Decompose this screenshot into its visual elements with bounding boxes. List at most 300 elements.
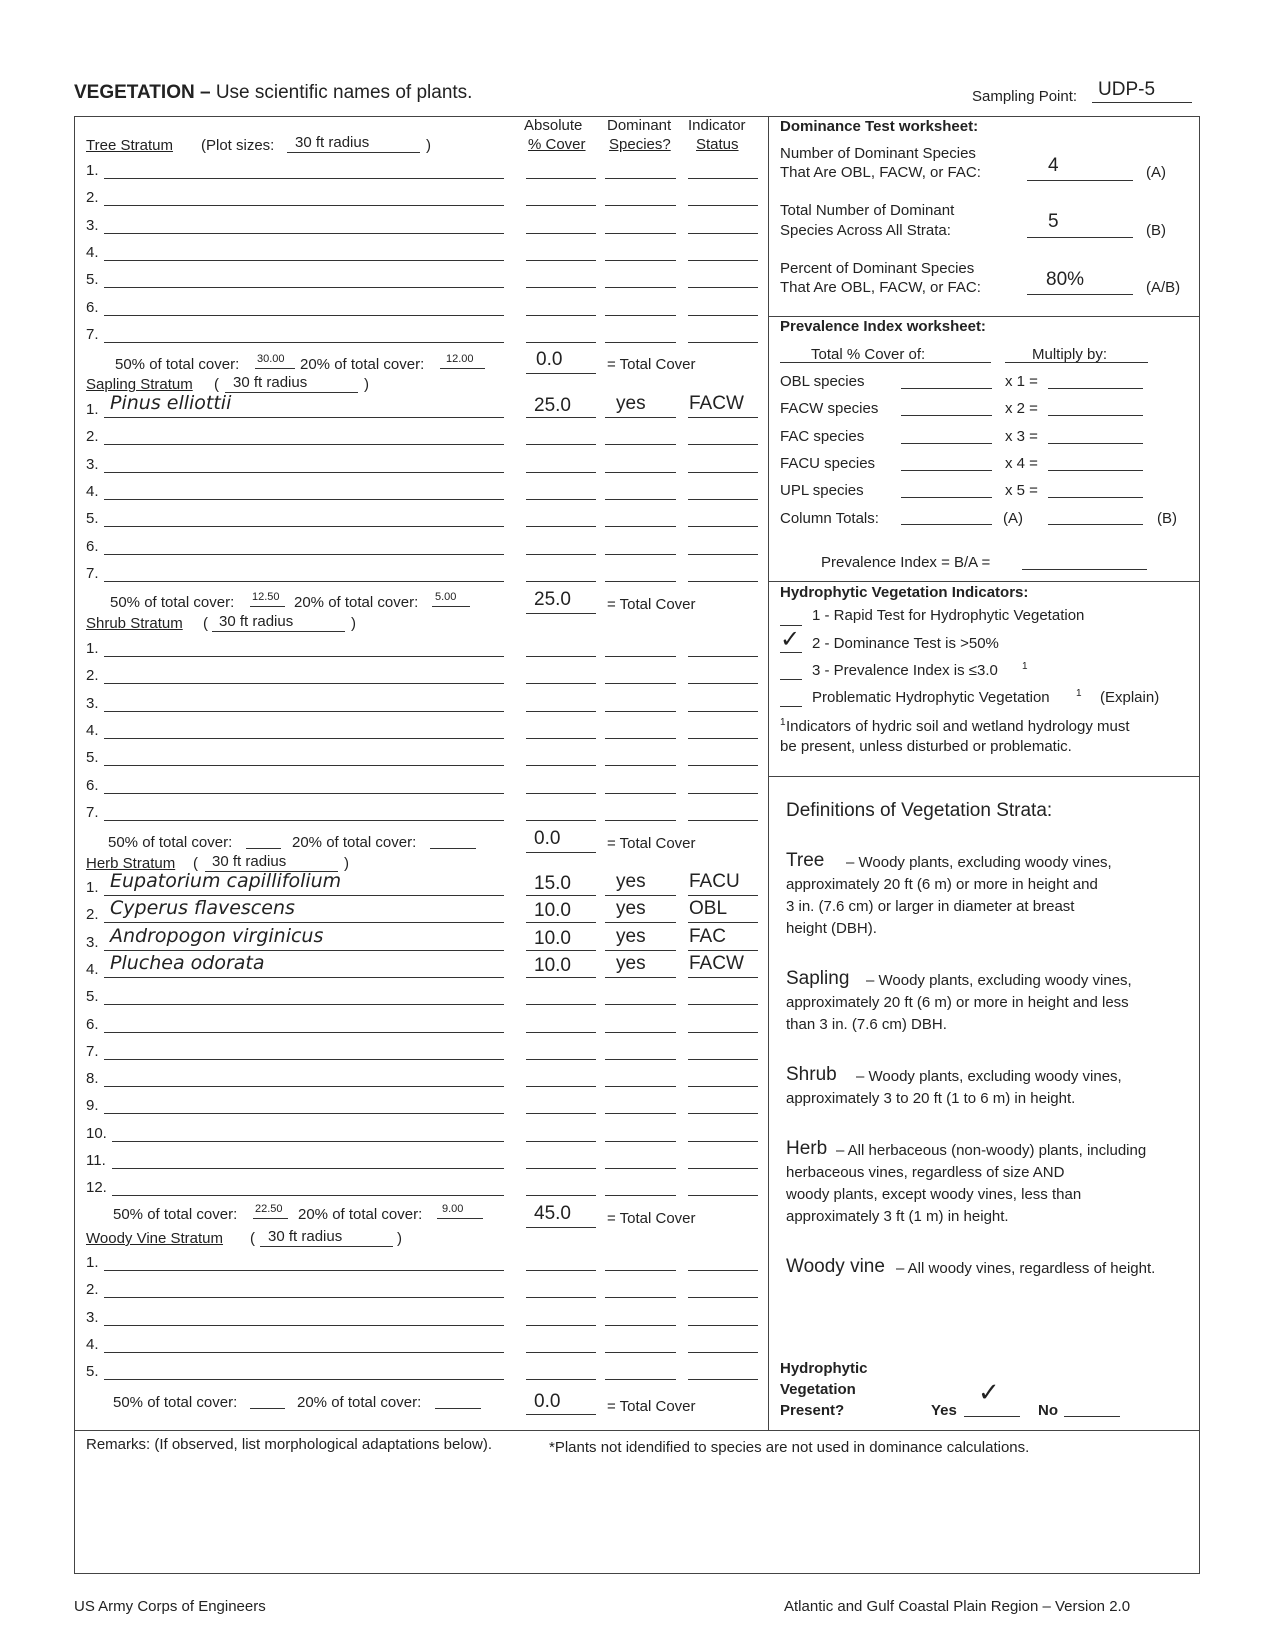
- hydro-item-4: Problematic Hydrophytic Vegetation: [812, 689, 1050, 706]
- tree-status-line[interactable]: [688, 178, 758, 179]
- page-title-bold: VEGETATION –: [74, 82, 211, 103]
- hydro-item-3-blank[interactable]: [780, 679, 802, 680]
- herb-cover-value[interactable]: 10.0: [534, 900, 571, 921]
- vine-dominant-line[interactable]: [605, 1297, 676, 1298]
- prevalence-total-line[interactable]: [901, 388, 992, 389]
- tree-dominant-line[interactable]: [605, 260, 676, 261]
- herb-row-number: 7.: [86, 1043, 99, 1060]
- tree-status-line[interactable]: [688, 260, 758, 261]
- herb-species-line[interactable]: [104, 1004, 504, 1005]
- vine-close-paren: ): [397, 1230, 402, 1247]
- herb-dominant-line[interactable]: [605, 1195, 676, 1196]
- vine-species-line[interactable]: [104, 1379, 504, 1380]
- sapling-row-number: 4.: [86, 483, 99, 500]
- present-no-line[interactable]: [1064, 1416, 1120, 1417]
- tree-cover-line[interactable]: [526, 178, 596, 179]
- sapling-dominant-line[interactable]: [605, 526, 676, 527]
- tree-plot-value[interactable]: 30 ft radius: [295, 134, 370, 151]
- tree-row-number: 2.: [86, 189, 99, 206]
- shrub-species-line[interactable]: [104, 820, 504, 821]
- herb-cover-line[interactable]: [526, 1168, 596, 1169]
- sapling-species-line[interactable]: [104, 417, 504, 418]
- divider-definitions: [768, 776, 1199, 777]
- prevalence-product-line[interactable]: [1048, 443, 1143, 444]
- shrub-fifty-line: [246, 848, 281, 849]
- dominance-b-value[interactable]: 5: [1048, 211, 1059, 232]
- herb-species-line[interactable]: [104, 1086, 504, 1087]
- herb-fifty-line: [253, 1218, 288, 1219]
- vine-row-number: 4.: [86, 1336, 99, 1353]
- shrub-status-line[interactable]: [688, 683, 758, 684]
- herb-dominant-line[interactable]: [605, 895, 676, 896]
- herb-cover-value[interactable]: 10.0: [534, 928, 571, 949]
- shrub-cover-line[interactable]: [526, 820, 596, 821]
- tree-row-number: 6.: [86, 299, 99, 316]
- herb-cover-line[interactable]: [526, 977, 596, 978]
- vine-status-line[interactable]: [688, 1297, 758, 1298]
- herb-status-value[interactable]: FACW: [689, 953, 744, 974]
- tree-status-line[interactable]: [688, 287, 758, 288]
- sapling-species-name[interactable]: Pinus elliottii: [110, 392, 232, 414]
- herb-species-line[interactable]: [104, 922, 504, 923]
- sapling-cover-line[interactable]: [526, 417, 596, 418]
- sapling-status-line[interactable]: [688, 499, 758, 500]
- sapling-cover-line[interactable]: [526, 554, 596, 555]
- herb-cover-line[interactable]: [526, 1141, 596, 1142]
- sapling-dominant-line[interactable]: [605, 581, 676, 582]
- tree-twenty-line: [440, 368, 485, 369]
- herb-total-value[interactable]: 45.0: [534, 1203, 571, 1224]
- herb-status-line[interactable]: [688, 977, 758, 978]
- present-line3: Present?: [780, 1402, 845, 1419]
- sampling-point-label: Sampling Point:: [972, 88, 1078, 105]
- tree-species-line[interactable]: [104, 342, 504, 343]
- tree-dominant-line[interactable]: [605, 233, 676, 234]
- herb-status-value[interactable]: FACU: [689, 871, 740, 892]
- herb-dominant-line[interactable]: [605, 1004, 676, 1005]
- column-totals-b-tag: (B): [1157, 510, 1177, 527]
- dominance-a-line: [1027, 180, 1133, 181]
- prevalence-row-label: FAC species: [780, 428, 865, 445]
- prevalence-row-label: OBL species: [780, 373, 865, 390]
- sampling-point-line: [1092, 102, 1192, 103]
- herb-row-number: 8.: [86, 1070, 99, 1087]
- herb-open-paren: (: [193, 855, 198, 872]
- sapling-cover-line[interactable]: [526, 526, 596, 527]
- def-tree-head: Tree: [786, 850, 825, 871]
- herb-status-line[interactable]: [688, 1086, 758, 1087]
- shrub-species-line[interactable]: [104, 711, 504, 712]
- sapling-dominant-line[interactable]: [605, 554, 676, 555]
- tree-row-number: 5.: [86, 271, 99, 288]
- shrub-total-value[interactable]: 0.0: [534, 828, 561, 849]
- prevalence-product-line[interactable]: [1048, 388, 1143, 389]
- vine-cover-line[interactable]: [526, 1379, 596, 1380]
- sapling-species-line[interactable]: [104, 526, 504, 527]
- def-herb-line-1: herbaceous vines, regardless of size AND: [786, 1164, 1065, 1181]
- vine-dominant-line[interactable]: [605, 1270, 676, 1271]
- sapling-dominant-line[interactable]: [605, 444, 676, 445]
- herb-dominant-line[interactable]: [605, 1113, 676, 1114]
- herb-fifty-value[interactable]: 22.50: [255, 1203, 283, 1215]
- sapling-row-number: 3.: [86, 456, 99, 473]
- sapling-species-line[interactable]: [104, 472, 504, 473]
- tree-species-line[interactable]: [104, 315, 504, 316]
- vine-species-line[interactable]: [104, 1270, 504, 1271]
- tree-fifty-value[interactable]: 30.00: [257, 353, 285, 365]
- herb-cover-line[interactable]: [526, 1032, 596, 1033]
- shrub-stratum-label: Shrub Stratum: [86, 615, 183, 632]
- tree-twenty-label: 20% of total cover:: [300, 356, 425, 373]
- shrub-dominant-line[interactable]: [605, 738, 676, 739]
- shrub-cover-line[interactable]: [526, 683, 596, 684]
- sapling-dominant-value[interactable]: yes: [616, 393, 646, 414]
- sapling-dominant-line[interactable]: [605, 472, 676, 473]
- tree-cover-line[interactable]: [526, 287, 596, 288]
- tree-cover-line[interactable]: [526, 315, 596, 316]
- tree-close-paren: ): [426, 137, 431, 154]
- shrub-cover-line[interactable]: [526, 738, 596, 739]
- divider-prevalence: [768, 316, 1199, 317]
- column-totals-a-tag: (A): [1003, 510, 1023, 527]
- prevalence-title: Prevalence Index worksheet:: [780, 318, 986, 335]
- sapling-status-line[interactable]: [688, 554, 758, 555]
- sapling-twenty-value[interactable]: 5.00: [435, 591, 457, 603]
- vine-total-line: [526, 1414, 596, 1415]
- tree-dominant-line[interactable]: [605, 178, 676, 179]
- shrub-open-paren: (: [203, 615, 208, 632]
- sapling-status-line[interactable]: [688, 526, 758, 527]
- sapling-status-value[interactable]: FACW: [689, 393, 744, 414]
- present-line2: Vegetation: [780, 1381, 856, 1398]
- vine-status-line[interactable]: [688, 1270, 758, 1271]
- dominance-b-tag: (B): [1146, 222, 1166, 239]
- tree-total-value[interactable]: 0.0: [536, 349, 563, 370]
- shrub-species-line[interactable]: [104, 738, 504, 739]
- herb-species-name[interactable]: Andropogon virginicus: [110, 925, 324, 947]
- shrub-status-line[interactable]: [688, 793, 758, 794]
- vine-plot-value[interactable]: 30 ft radius: [268, 1228, 343, 1245]
- remarks-note: *Plants not idendified to species are not used in dominance calculations.: [549, 1439, 1030, 1456]
- herb-fifty-label: 50% of total cover:: [113, 1206, 238, 1223]
- herb-row-number: 1.: [86, 879, 99, 896]
- tree-species-line[interactable]: [104, 287, 504, 288]
- herb-twenty-label: 20% of total cover:: [298, 1206, 423, 1223]
- footer-right: Atlantic and Gulf Coastal Plain Region – Version 2.0: [784, 1598, 1131, 1615]
- prevalence-head-total-line: [780, 362, 991, 363]
- vine-status-line[interactable]: [688, 1379, 758, 1380]
- sapling-row-number: 2.: [86, 428, 99, 445]
- tree-species-line[interactable]: [104, 260, 504, 261]
- vine-cover-line[interactable]: [526, 1297, 596, 1298]
- vine-status-line[interactable]: [688, 1352, 758, 1353]
- tree-cover-line[interactable]: [526, 233, 596, 234]
- herb-status-value[interactable]: OBL: [689, 898, 728, 919]
- sapling-species-line[interactable]: [104, 554, 504, 555]
- shrub-species-line[interactable]: [104, 793, 504, 794]
- vine-species-line[interactable]: [104, 1297, 504, 1298]
- sapling-cover-line[interactable]: [526, 499, 596, 500]
- herb-status-line[interactable]: [688, 1004, 758, 1005]
- sapling-row-number: 1.: [86, 401, 99, 418]
- herb-row-number: 10.: [86, 1125, 107, 1142]
- def-sapling-line-1: approximately 20 ft (6 m) or more in height and less: [786, 994, 1129, 1011]
- shrub-dominant-line[interactable]: [605, 793, 676, 794]
- sapling-species-line[interactable]: [104, 499, 504, 500]
- shrub-status-line[interactable]: [688, 820, 758, 821]
- tree-dominant-line[interactable]: [605, 342, 676, 343]
- remarks-label: Remarks: (If observed, list morphological adaptations below).: [86, 1436, 493, 1453]
- herb-status-line[interactable]: [688, 1059, 758, 1060]
- herb-dominant-line[interactable]: [605, 1168, 676, 1169]
- shrub-species-line[interactable]: [104, 765, 504, 766]
- dominance-b-line1: Total Number of Dominant: [780, 202, 955, 219]
- herb-cover-line[interactable]: [526, 1195, 596, 1196]
- herb-dominant-line[interactable]: [605, 950, 676, 951]
- herb-species-line[interactable]: [104, 1032, 504, 1033]
- vine-plot-line: [260, 1246, 393, 1247]
- vine-fifty-line: [250, 1408, 285, 1409]
- shrub-dominant-line[interactable]: [605, 656, 676, 657]
- tree-cover-line[interactable]: [526, 205, 596, 206]
- prevalence-row-label: FACU species: [780, 455, 876, 472]
- prevalence-total-line[interactable]: [901, 415, 992, 416]
- present-yes-line[interactable]: [964, 1416, 1020, 1417]
- sapling-species-line[interactable]: [104, 444, 504, 445]
- shrub-status-line[interactable]: [688, 711, 758, 712]
- herb-stratum-label: Herb Stratum: [86, 855, 176, 872]
- vine-twenty-line: [435, 1408, 481, 1409]
- vine-dominant-line[interactable]: [605, 1325, 676, 1326]
- prevalence-index-line[interactable]: [1022, 569, 1147, 570]
- herb-dominant-value[interactable]: yes: [616, 871, 646, 892]
- def-sapling-line-0: – Woody plants, excluding woody vines,: [866, 972, 1132, 989]
- herb-cover-line[interactable]: [526, 1059, 596, 1060]
- herb-dominant-line[interactable]: [605, 977, 676, 978]
- column-totals-a-line[interactable]: [901, 524, 992, 525]
- shrub-row-number: 3.: [86, 695, 99, 712]
- sapling-cover-line[interactable]: [526, 444, 596, 445]
- tree-status-line[interactable]: [688, 342, 758, 343]
- tree-status-line[interactable]: [688, 205, 758, 206]
- tree-status-line[interactable]: [688, 233, 758, 234]
- sapling-status-line[interactable]: [688, 444, 758, 445]
- tree-cover-line[interactable]: [526, 260, 596, 261]
- prevalence-multiplier: x 5 =: [1005, 482, 1038, 499]
- dominance-c-line1: Percent of Dominant Species: [780, 260, 975, 277]
- tree-dominant-line[interactable]: [605, 205, 676, 206]
- herb-status-line[interactable]: [688, 922, 758, 923]
- tree-status-line[interactable]: [688, 315, 758, 316]
- herb-species-line[interactable]: [104, 950, 504, 951]
- vine-status-line[interactable]: [688, 1325, 758, 1326]
- herb-species-line[interactable]: [104, 977, 504, 978]
- tree-dominant-line[interactable]: [605, 315, 676, 316]
- dominance-a-value[interactable]: 4: [1048, 155, 1059, 176]
- sapling-fifty-label: 50% of total cover:: [110, 594, 235, 611]
- shrub-cover-line[interactable]: [526, 793, 596, 794]
- herb-row-number: 9.: [86, 1097, 99, 1114]
- def-shrub-line-0: – Woody plants, excluding woody vines,: [856, 1068, 1122, 1085]
- herb-cover-line[interactable]: [526, 1086, 596, 1087]
- herb-dominant-value[interactable]: yes: [616, 926, 646, 947]
- hydro-item-2-checkmark-icon[interactable]: ✓: [780, 626, 801, 653]
- hydro-item-4-blank[interactable]: [780, 706, 802, 707]
- dominance-c-value[interactable]: 80%: [1046, 269, 1085, 290]
- herb-cover-line[interactable]: [526, 950, 596, 951]
- herb-species-name[interactable]: Cyperus flavescens: [110, 897, 295, 919]
- sapling-status-line[interactable]: [688, 581, 758, 582]
- herb-cover-value[interactable]: 10.0: [534, 955, 571, 976]
- shrub-status-line[interactable]: [688, 656, 758, 657]
- hydro-note-line2: be present, unless disturbed or problematic.: [780, 738, 1072, 755]
- shrub-row-number: 5.: [86, 749, 99, 766]
- herb-species-line[interactable]: [112, 1141, 504, 1142]
- herb-status-line[interactable]: [688, 1141, 758, 1142]
- herb-status-line[interactable]: [688, 1113, 758, 1114]
- herb-species-line[interactable]: [112, 1168, 504, 1169]
- def-vine-head: Woody vine: [786, 1256, 885, 1277]
- herb-cover-line[interactable]: [526, 922, 596, 923]
- sapling-status-line[interactable]: [688, 417, 758, 418]
- herb-dominant-line[interactable]: [605, 1086, 676, 1087]
- prevalence-head-total: Total % Cover of:: [811, 346, 926, 363]
- sapling-cover-value[interactable]: 25.0: [534, 395, 571, 416]
- herb-species-line[interactable]: [112, 1195, 504, 1196]
- vine-dominant-line[interactable]: [605, 1352, 676, 1353]
- shrub-cover-line[interactable]: [526, 765, 596, 766]
- vine-total-value[interactable]: 0.0: [534, 1391, 561, 1412]
- shrub-cover-line[interactable]: [526, 711, 596, 712]
- hydro-note-line1: Indicators of hydric soil and wetland hydrology must: [786, 718, 1130, 735]
- sapling-fifty-value[interactable]: 12.50: [252, 591, 280, 603]
- hydro-explain: (Explain): [1100, 689, 1160, 706]
- prevalence-multiplier: x 2 =: [1005, 400, 1038, 417]
- tree-species-line[interactable]: [104, 205, 504, 206]
- shrub-dominant-line[interactable]: [605, 683, 676, 684]
- dominance-b-line2: Species Across All Strata:: [780, 222, 951, 239]
- hydro-item-3-sup: 1: [1022, 661, 1028, 672]
- tree-species-line[interactable]: [104, 178, 504, 179]
- vine-cover-line[interactable]: [526, 1270, 596, 1271]
- sapling-dominant-line[interactable]: [605, 417, 676, 418]
- herb-dominant-line[interactable]: [605, 922, 676, 923]
- herb-row-number: 4.: [86, 961, 99, 978]
- herb-status-value[interactable]: FAC: [689, 926, 726, 947]
- vine-dominant-line[interactable]: [605, 1379, 676, 1380]
- hydro-item-2: 2 - Dominance Test is >50%: [812, 635, 999, 652]
- sapling-twenty-label: 20% of total cover:: [294, 594, 419, 611]
- herb-dominant-line[interactable]: [605, 1059, 676, 1060]
- herb-status-line[interactable]: [688, 895, 758, 896]
- def-herb-line-0: – All herbaceous (non-woody) plants, including: [836, 1142, 1147, 1159]
- vine-cover-line[interactable]: [526, 1352, 596, 1353]
- shrub-dominant-line[interactable]: [605, 820, 676, 821]
- sapling-species-line[interactable]: [104, 581, 504, 582]
- tree-fifty-label: 50% of total cover:: [115, 356, 240, 373]
- herb-species-line[interactable]: [104, 895, 504, 896]
- herb-cover-value[interactable]: 15.0: [534, 873, 571, 894]
- herb-status-line[interactable]: [688, 950, 758, 951]
- sapling-dominant-line[interactable]: [605, 499, 676, 500]
- prevalence-product-line[interactable]: [1048, 470, 1143, 471]
- herb-cover-line[interactable]: [526, 895, 596, 896]
- herb-twenty-value[interactable]: 9.00: [442, 1203, 464, 1215]
- herb-row-number: 12.: [86, 1179, 107, 1196]
- tree-cover-line[interactable]: [526, 342, 596, 343]
- present-yes-checkmark-icon[interactable]: ✓: [978, 1377, 1000, 1407]
- herb-plot-value[interactable]: 30 ft radius: [212, 853, 287, 870]
- shrub-dominant-line[interactable]: [605, 765, 676, 766]
- prevalence-product-line[interactable]: [1048, 497, 1143, 498]
- shrub-row-number: 7.: [86, 804, 99, 821]
- prevalence-total-line[interactable]: [901, 497, 992, 498]
- shrub-total-label: = Total Cover: [607, 835, 696, 852]
- sapling-total-line: [526, 613, 596, 614]
- shrub-total-line: [526, 852, 596, 853]
- divider-remarks: [74, 1430, 1199, 1431]
- column-totals-b-line[interactable]: [1048, 524, 1143, 525]
- shrub-cover-line[interactable]: [526, 656, 596, 657]
- herb-species-name[interactable]: Eupatorium capillifolium: [110, 870, 342, 892]
- herb-cover-line[interactable]: [526, 1004, 596, 1005]
- dominance-a-line2: That Are OBL, FACW, or FAC:: [780, 164, 981, 181]
- sapling-cover-line[interactable]: [526, 472, 596, 473]
- prevalence-total-line[interactable]: [901, 443, 992, 444]
- shrub-plot-value[interactable]: 30 ft radius: [219, 613, 294, 630]
- sapling-cover-line[interactable]: [526, 581, 596, 582]
- def-tree-line-0: – Woody plants, excluding woody vines,: [846, 854, 1112, 871]
- herb-status-line[interactable]: [688, 1195, 758, 1196]
- herb-species-line[interactable]: [104, 1059, 504, 1060]
- herb-dominant-value[interactable]: yes: [616, 953, 646, 974]
- column-divider: [768, 116, 769, 1430]
- herb-dominant-line[interactable]: [605, 1141, 676, 1142]
- herb-cover-line[interactable]: [526, 1113, 596, 1114]
- shrub-dominant-line[interactable]: [605, 711, 676, 712]
- shrub-status-line[interactable]: [688, 765, 758, 766]
- shrub-species-line[interactable]: [104, 683, 504, 684]
- sapling-status-line[interactable]: [688, 472, 758, 473]
- herb-status-line[interactable]: [688, 1032, 758, 1033]
- herb-dominant-line[interactable]: [605, 1032, 676, 1033]
- prevalence-product-line[interactable]: [1048, 415, 1143, 416]
- shrub-species-line[interactable]: [104, 656, 504, 657]
- vine-species-line[interactable]: [104, 1352, 504, 1353]
- hydro-note-sup: 1: [780, 717, 786, 728]
- dominance-c-line2: That Are OBL, FACW, or FAC:: [780, 279, 981, 296]
- sampling-point-value[interactable]: UDP-5: [1098, 79, 1156, 100]
- herb-dominant-value[interactable]: yes: [616, 898, 646, 919]
- herb-species-line[interactable]: [104, 1113, 504, 1114]
- col-absolute-1: Absolute: [524, 117, 583, 134]
- herb-species-name[interactable]: Pluchea odorata: [110, 952, 265, 974]
- def-herb-line-2: woody plants, except woody vines, less than: [786, 1186, 1082, 1203]
- vine-species-line[interactable]: [104, 1325, 504, 1326]
- vine-cover-line[interactable]: [526, 1325, 596, 1326]
- col-absolute-2: % Cover: [528, 136, 586, 153]
- tree-species-line[interactable]: [104, 233, 504, 234]
- sapling-plot-value[interactable]: 30 ft radius: [233, 374, 308, 391]
- tree-twenty-value[interactable]: 12.00: [446, 353, 474, 365]
- prevalence-total-line[interactable]: [901, 470, 992, 471]
- tree-dominant-line[interactable]: [605, 287, 676, 288]
- herb-status-line[interactable]: [688, 1168, 758, 1169]
- tree-row-number: 7.: [86, 326, 99, 343]
- sapling-total-value[interactable]: 25.0: [534, 589, 571, 610]
- shrub-status-line[interactable]: [688, 738, 758, 739]
- sapling-total-label: = Total Cover: [607, 596, 696, 613]
